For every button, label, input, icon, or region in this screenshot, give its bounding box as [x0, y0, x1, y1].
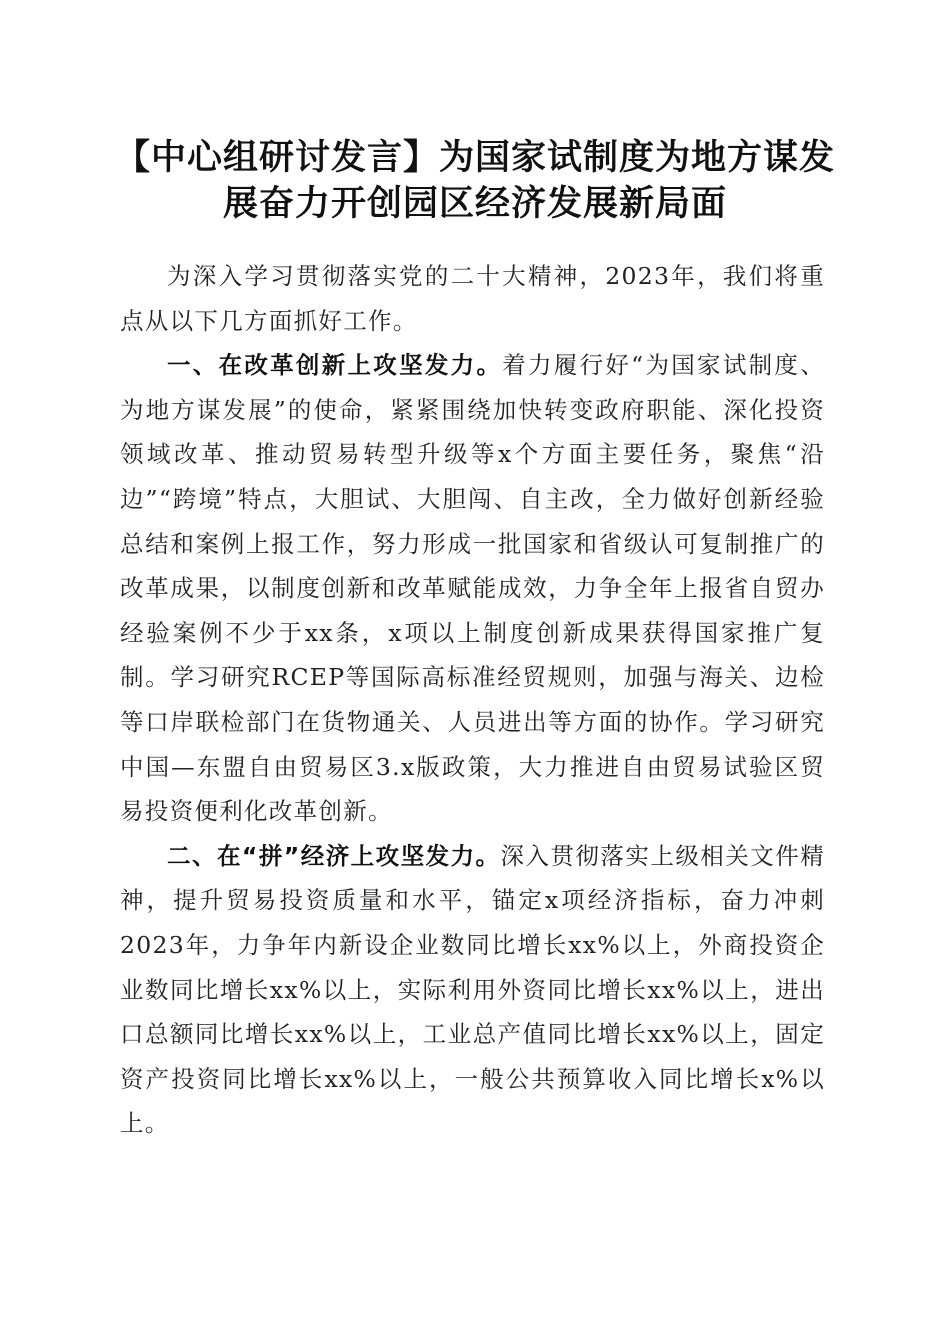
title-line-2: 展奋力开创园区经济发展新局面: [222, 184, 727, 224]
document-body: [120, 254, 825, 1146]
intro-paragraph: 为深入学习贯彻落实党的二十大精神，2023年，我们将重点从以下几方面抓好工作。: [120, 262, 825, 335]
section-paragraph-1: [120, 343, 825, 834]
section-heading-2: 二、在“拼”经济上攻坚发力。: [167, 841, 501, 870]
document-title: [105, 135, 845, 227]
section-text-1: 着力履行好“为国家试制度、为地方谋发展”的使命，紧紧围绕加快转变政府职能、深化投资领域改革、推动贸易转型升级等x个方面主要任务，聚焦“沿边”“跨境”特点，大胆试、大胆闯、自主改，全力做好创新经验总结和案例上报工作，努力形成一批国家和省级认可复制推广的改革成果，以制度创新和改革赋能成效，力争全年上报省自贸办经验案例不少于xx条，x项以上制度创新成果获得国家推广复制。学习研究RCEP等国际高标准经贸规则，加强与海关、边检等口岸联检部门在货物通关、人员进出等方面的协作。学习研究中国—东盟自由贸易区3.x版政策，大力推进自由贸易试验区贸易投资便利化改革创新。: [120, 351, 825, 826]
section-paragraph-2: [120, 834, 825, 1146]
section-heading-1: 一、在改革创新上攻坚发力。: [167, 351, 503, 380]
title-line-1: 【中心组研讨发言】为国家试制度为地方谋发: [114, 138, 835, 178]
section-text-2: 深入贯彻落实上级相关文件精神，提升贸易投资质量和水平，锚定x项经济指标，奋力冲刺2023年，力争年内新设企业数同比增长xx%以上，外商投资企业数同比增长xx%以上，实际利用外资同比增长xx%以上，进出口总额同比增长xx%以上，工业总产值同比增长xx%以上，固定资产投资同比增长xx%以上，一般公共预算收入同比增长x%以上。: [120, 841, 825, 1138]
